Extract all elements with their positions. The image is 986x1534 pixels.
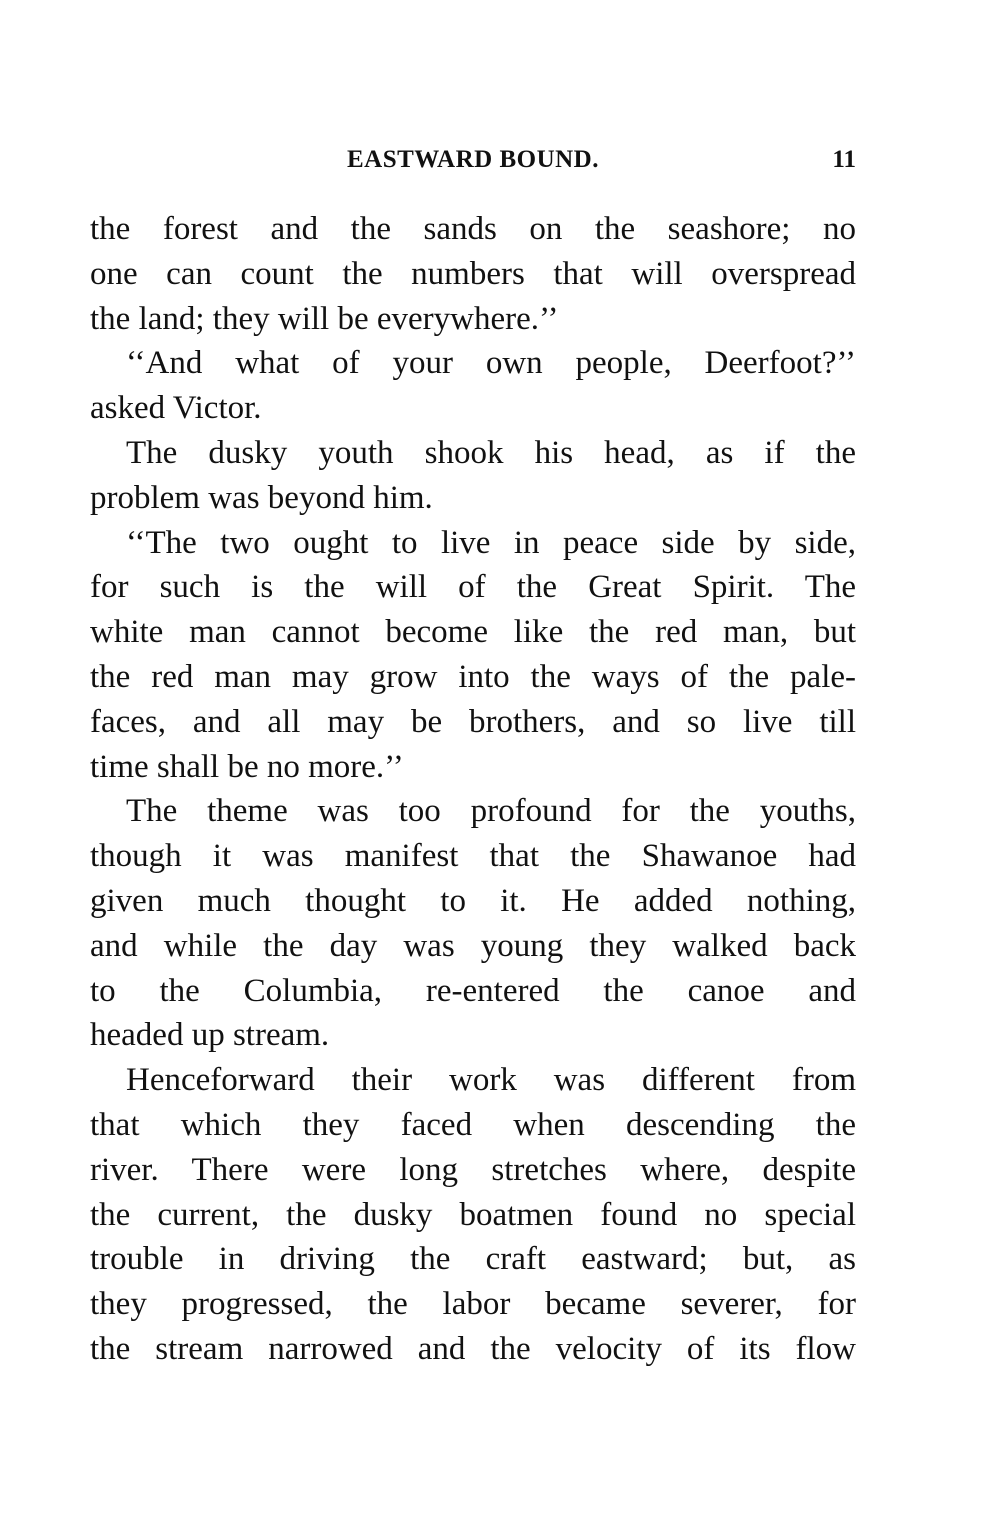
text-line: the forest and the sands on the seashore; no <box>90 211 856 247</box>
running-head <box>90 143 856 177</box>
text-line: the land; they will be everywhere.’’ <box>90 300 559 337</box>
text-line: white man cannot become like the red man, but <box>90 614 856 651</box>
text-line: river. There were long stretches where, despite <box>90 1151 856 1188</box>
text-line: The dusky youth shook his head, as if the <box>126 434 856 471</box>
text-line: headed up stream. <box>90 1017 330 1054</box>
text-line: for such is the will of the Great Spirit. The <box>90 569 856 606</box>
text-line: they progressed, the labor became severer, for <box>90 1286 856 1323</box>
text-line: faces, and all may be brothers, and so live till <box>90 703 856 740</box>
text-line: the current, the dusky boatmen found no special <box>90 1196 856 1233</box>
text-line: time shall be no more.’’ <box>90 748 404 785</box>
text-line: asked Victor. <box>90 390 262 427</box>
text-line: the stream narrowed and the velocity of its flow <box>90 1330 856 1367</box>
text-line: the red man may grow into the ways of the pale- <box>90 658 856 695</box>
text-line: given much thought to it. He added nothing, <box>90 882 856 919</box>
body-text <box>90 207 856 1372</box>
running-title: EASTWARD BOUND. <box>347 146 599 173</box>
text-line: trouble in driving the craft eastward; but, as <box>90 1241 856 1278</box>
text-line: Henceforward their work was different from <box>126 1062 856 1099</box>
page-number: 11 <box>832 146 856 173</box>
text-line: ‘‘The two ought to live in peace side by side, <box>126 524 856 561</box>
text-line: that which they faced when descending the <box>90 1106 856 1143</box>
text-line: though it was manifest that the Shawanoe had <box>90 838 856 875</box>
text-line: one can count the numbers that will overspread <box>90 255 856 292</box>
text-line: problem was beyond him. <box>90 479 433 516</box>
text-line: The theme was too profound for the youths, <box>126 793 856 830</box>
text-line: and while the day was young they walked back <box>90 927 856 964</box>
text-line: to the Columbia, re-entered the canoe and <box>90 972 856 1009</box>
text-line: ‘‘And what of your own people, Deerfoot?’’ <box>126 345 856 382</box>
